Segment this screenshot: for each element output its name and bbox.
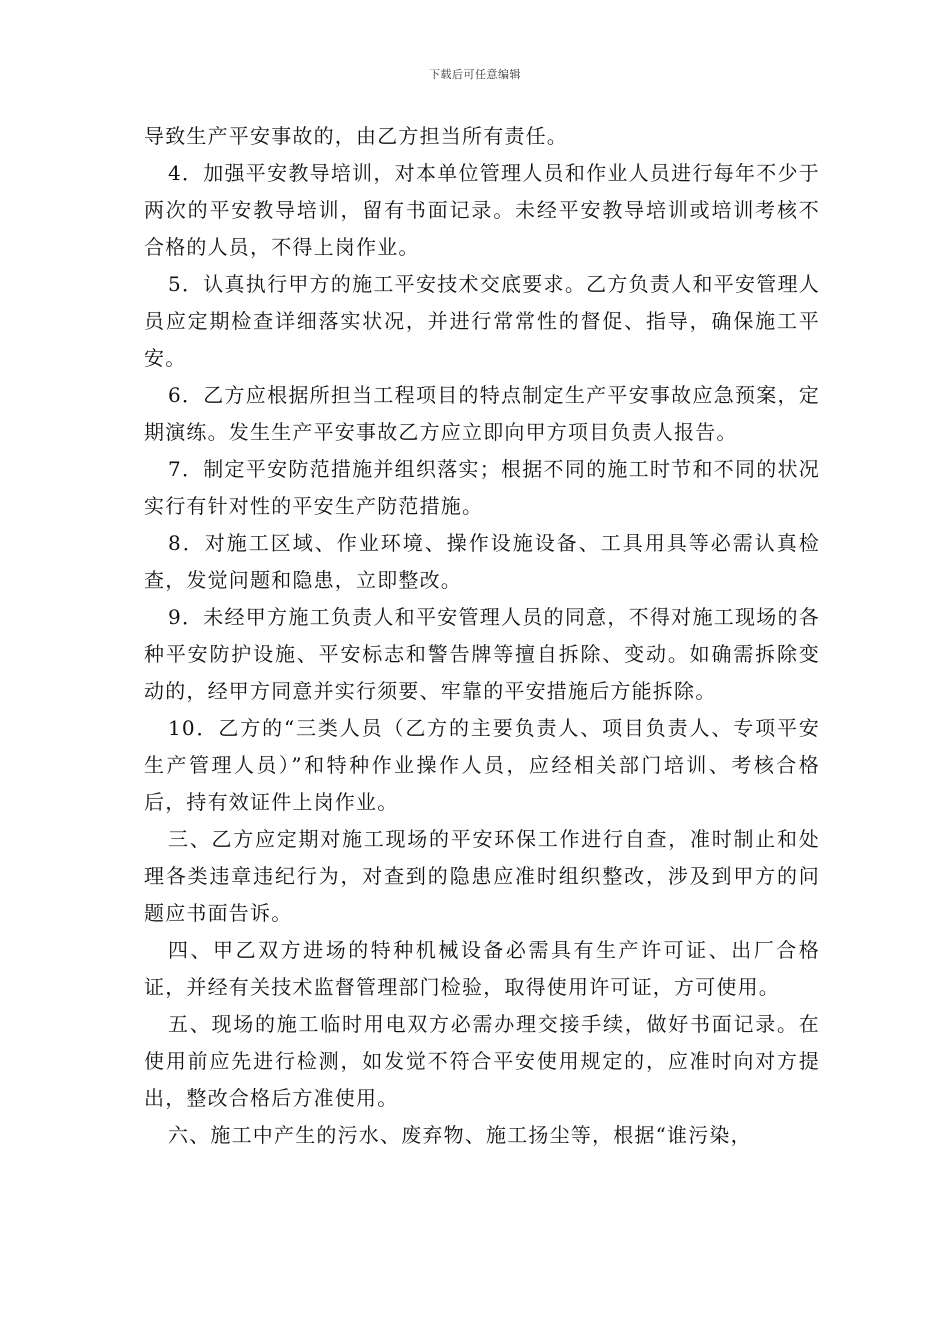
paragraph-section-4: 四、甲乙双方进场的特种机械设备必需具有生产许可证、出厂合格证，并经有关技术监督管理部门检验，取得使用许可证，方可使用。 [144, 938, 820, 999]
paragraph-section-6: 六、施工中产生的污水、废弃物、施工扬尘等，根据“谁污染， [168, 1123, 752, 1147]
paragraph-item-9: 9．未经甲方施工负责人和平安管理人员的同意，不得对施工现场的各种平安防护设施、平安标志和警告牌等擅自拆除、变动。如确需拆除变动的，经甲方同意并实行须要、牢靠的平安措施后方能拆除。 [144, 605, 820, 703]
paragraph-item-6: 6．乙方应根据所担当工程项目的特点制定生产平安事故应急预案，定期演练。发生生产平安事故乙方应立即向甲方项目负责人报告。 [144, 383, 820, 444]
paragraph-item-5: 5．认真执行甲方的施工平安技术交底要求。乙方负责人和平安管理人员应定期检查详细落实状况，并进行常常性的督促、指导，确保施工平安。 [144, 272, 820, 370]
page-header: 下载后可任意编辑 [429, 68, 521, 81]
paragraph-item-4: 4．加强平安教导培训，对本单位管理人员和作业人员进行每年不少于两次的平安教导培训，留有书面记录。未经平安教导培训或培训考核不合格的人员，不得上岗作业。 [144, 161, 820, 259]
paragraph-item-7: 7．制定平安防范措施并组织落实；根据不同的施工时节和不同的状况实行有针对性的平安生产防范措施。 [144, 457, 820, 518]
document-body [144, 118, 820, 1154]
paragraph-item-10: 10．乙方的“三类人员（乙方的主要负责人、项目负责人、专项平安生产管理人员）”和特种作业操作人员，应经相关部门培训、考核合格后，持有效证件上岗作业。 [144, 716, 820, 814]
paragraph-continuation: 导致生产平安事故的，由乙方担当所有责任。 [144, 124, 568, 148]
paragraph-section-5: 五、现场的施工临时用电双方必需办理交接手续，做好书面记录。在使用前应先进行检测，如发觉不符合平安使用规定的，应准时向对方提出，整改合格后方准使用。 [144, 1012, 820, 1110]
paragraph-section-3: 三、乙方应定期对施工现场的平安环保工作进行自查，准时制止和处理各类违章违纪行为，对查到的隐患应准时组织整改，涉及到甲方的问题应书面告诉。 [144, 827, 820, 925]
paragraph-item-8: 8．对施工区域、作业环境、操作设施设备、工具用具等必需认真检查，发觉问题和隐患，立即整改。 [144, 531, 820, 592]
